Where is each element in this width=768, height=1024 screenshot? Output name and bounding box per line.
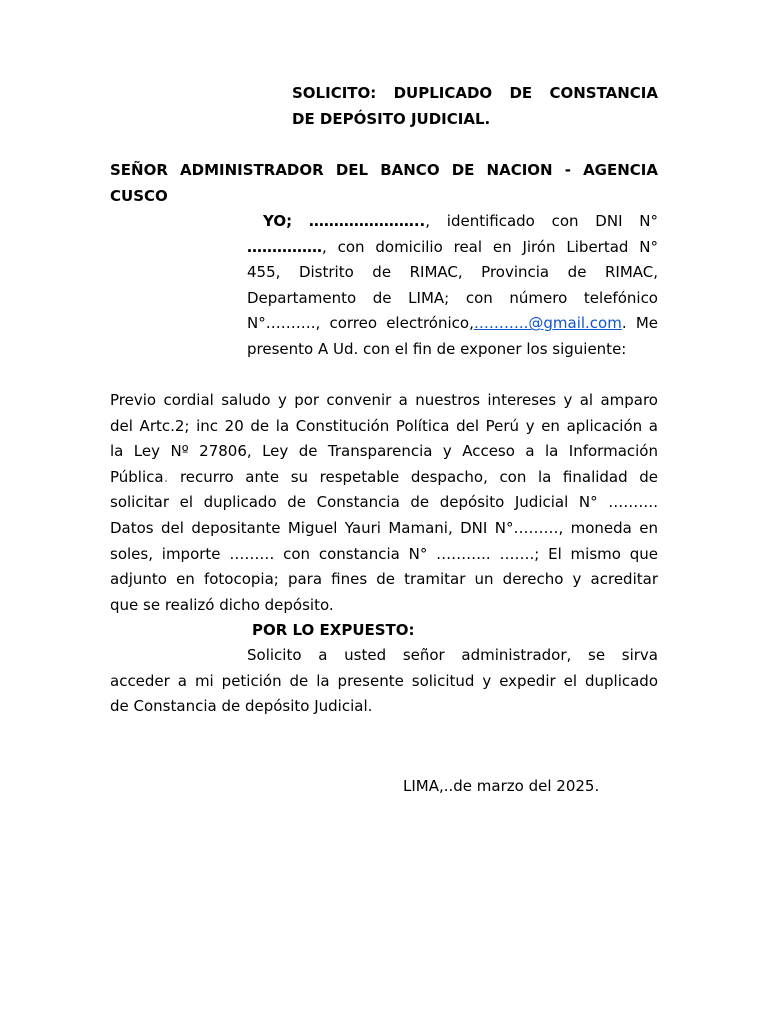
intro-line-5-pre: N°………., correo electrónico, [247, 314, 474, 333]
solicito-block [292, 81, 658, 132]
body-line: adjunto en fotocopia; para fines de tramitar un derecho y acreditar [110, 570, 658, 589]
expuesto-paragraph [110, 643, 658, 720]
body-line-4-a: Pública [110, 467, 164, 486]
body-line: Datos del depositante Miguel Yauri Mamani, DNI N°………, moneda en [110, 518, 658, 537]
body-line: que se realizó dicho depósito. [110, 595, 334, 614]
intro-line-2 [247, 235, 658, 261]
expuesto-heading: POR LO EXPUESTO: [252, 621, 415, 639]
body-line-4-dot: . [163, 467, 169, 486]
place-date: LIMA,..de marzo del 2025. [403, 777, 600, 795]
dni-blank: …………… [247, 237, 322, 256]
body-line: Previo cordial saludo y por convenir a nuestros intereses y al amparo [110, 391, 658, 409]
solicito-line-1: SOLICITO: DUPLICADO DE CONSTANCIA [292, 84, 658, 102]
intro-line-1-rest: , identificado con DNI N° [425, 212, 658, 230]
addressee-block [110, 158, 658, 209]
body-paragraph [110, 388, 658, 618]
intro-line-5 [247, 311, 658, 337]
yo-name-blank: ………………….. [308, 212, 426, 230]
expuesto-line-1-text: Solicito a usted señor administrador, se sirva [247, 646, 658, 664]
solicito-line-2: DE DEPÓSITO JUDICIAL. [292, 109, 491, 128]
expuesto-line-1 [110, 643, 658, 669]
body-line-4-b: recurro ante su respetable despacho, con la finalidad de [168, 467, 658, 486]
body-line: del Artc.2; inc 20 de la Constitución Política del Perú y en aplicación a [110, 416, 658, 435]
body-line [110, 465, 658, 491]
intro-line-1 [247, 209, 658, 235]
intro-line-3: 455, Distrito de RIMAC, Provincia de RIMAC, [247, 263, 658, 282]
intro-line-6: presento A Ud. con el fin de exponer los siguiente: [247, 339, 627, 358]
intro-line-4: Departamento de LIMA; con número telefónico [247, 288, 658, 307]
yo-label: YO; [263, 212, 293, 230]
expuesto-line-2: acceder a mi petición de la presente solicitud y expedir el duplicado [110, 671, 658, 690]
addressee-line-1: SEÑOR ADMINISTRADOR DEL BANCO DE NACION - AGENCIA [110, 161, 658, 179]
addressee-line-2: CUSCO [110, 186, 168, 205]
intro-line-5-post: . Me [621, 314, 658, 333]
intro-line-2-rest: , con domicilio real en Jirón Libertad N° [322, 237, 658, 256]
intro-paragraph [247, 209, 658, 363]
body-line: la Ley Nº 27806, Ley de Transparencia y Acceso a la Información [110, 442, 658, 461]
expuesto-line-3: de Constancia de depósito Judicial. [110, 697, 373, 716]
body-line: soles, importe ……… con constancia N° ……….. …….; El mismo que [110, 544, 658, 563]
body-line: solicitar el duplicado de Constancia de depósito Judicial N° ………. [110, 493, 658, 512]
email-link[interactable]: ………..@gmail.com [473, 314, 622, 333]
